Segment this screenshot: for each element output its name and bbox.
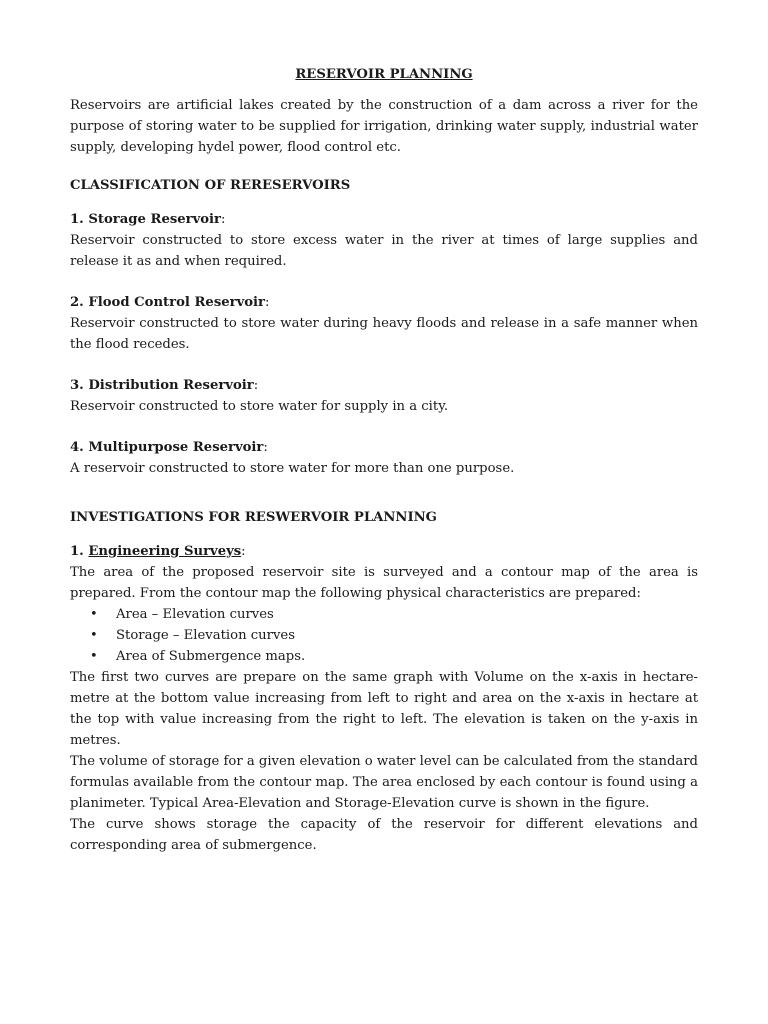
- bullet-icon: •: [90, 649, 98, 664]
- bullet-icon: •: [90, 607, 98, 622]
- body-paragraph: The first two curves are prepare on the same graph with Volume on the x-axis in hectare-metre at the bottom value increasing from left to right and area on the x-axis in hectare at the top with value increasing from the right to left. The elevation is taken on the y-axis in metres.: [70, 670, 698, 748]
- body-paragraph: The curve shows storage the capacity of the reservoir for different elevations and corresponding area of submergence.: [70, 817, 698, 853]
- engineering-surveys-heading: 1. Engineering Surveys:: [70, 544, 246, 559]
- list-item: • Area of Submergence maps.: [90, 646, 698, 667]
- item-number: 1.: [70, 212, 84, 227]
- classification-item: [70, 292, 698, 355]
- item-name: Multipurpose Reservoir: [88, 440, 264, 455]
- page-title: RESERVOIR PLANNING: [295, 67, 473, 82]
- item-number: 1.: [70, 544, 84, 559]
- classification-item: [70, 209, 698, 272]
- list-item: • Area – Elevation curves: [90, 604, 698, 625]
- item-heading: 1. Storage Reservoir:: [70, 212, 226, 227]
- classification-item: [70, 375, 698, 417]
- item-description: Reservoir constructed to store excess water in the river at times of large supplies and release it as and when required.: [70, 233, 698, 269]
- engineering-intro: The area of the proposed reservoir site is surveyed and a contour map of the area is prepared. From the contour map the following physical characteristics are prepared:: [70, 565, 698, 601]
- item-heading: 4. Multipurpose Reservoir:: [70, 440, 268, 455]
- item-name: Distribution Reservoir: [88, 378, 254, 393]
- intro-paragraph: Reservoirs are artificial lakes created by the construction of a dam across a river for the purpose of storing water to be supplied for irrigation, drinking water supply, industrial water supply, developing hydel power, flood control etc.: [70, 98, 698, 155]
- body-paragraph: The volume of storage for a given elevation o water level can be calculated from the standard formulas available from the contour map. The area enclosed by each contour is found using a planimeter. Typical Area-Elevation and Storage-Elevation curve is shown in the figure.: [70, 754, 698, 811]
- classification-item: [70, 437, 698, 479]
- item-heading: 2. Flood Control Reservoir:: [70, 295, 270, 310]
- item-heading: 3. Distribution Reservoir:: [70, 378, 259, 393]
- bullet-icon: •: [90, 628, 98, 643]
- document-body: [70, 64, 698, 856]
- item-number: 4.: [70, 440, 84, 455]
- investigations-heading: INVESTIGATIONS FOR RESWERVOIR PLANNING: [70, 510, 437, 525]
- item-name: Engineering Surveys: [88, 544, 242, 559]
- characteristics-list: [70, 604, 698, 667]
- item-description: A reservoir constructed to store water for more than one purpose.: [70, 461, 515, 476]
- item-description: Reservoir constructed to store water for supply in a city.: [70, 399, 449, 414]
- item-number: 3.: [70, 378, 84, 393]
- item-description: Reservoir constructed to store water during heavy floods and release in a safe manner when the flood recedes.: [70, 316, 698, 352]
- classification-heading: CLASSIFICATION OF RERESERVOIRS: [70, 178, 351, 193]
- item-name: Flood Control Reservoir: [88, 295, 265, 310]
- item-number: 2.: [70, 295, 84, 310]
- list-item: • Storage – Elevation curves: [90, 625, 698, 646]
- item-name: Storage Reservoir: [88, 212, 222, 227]
